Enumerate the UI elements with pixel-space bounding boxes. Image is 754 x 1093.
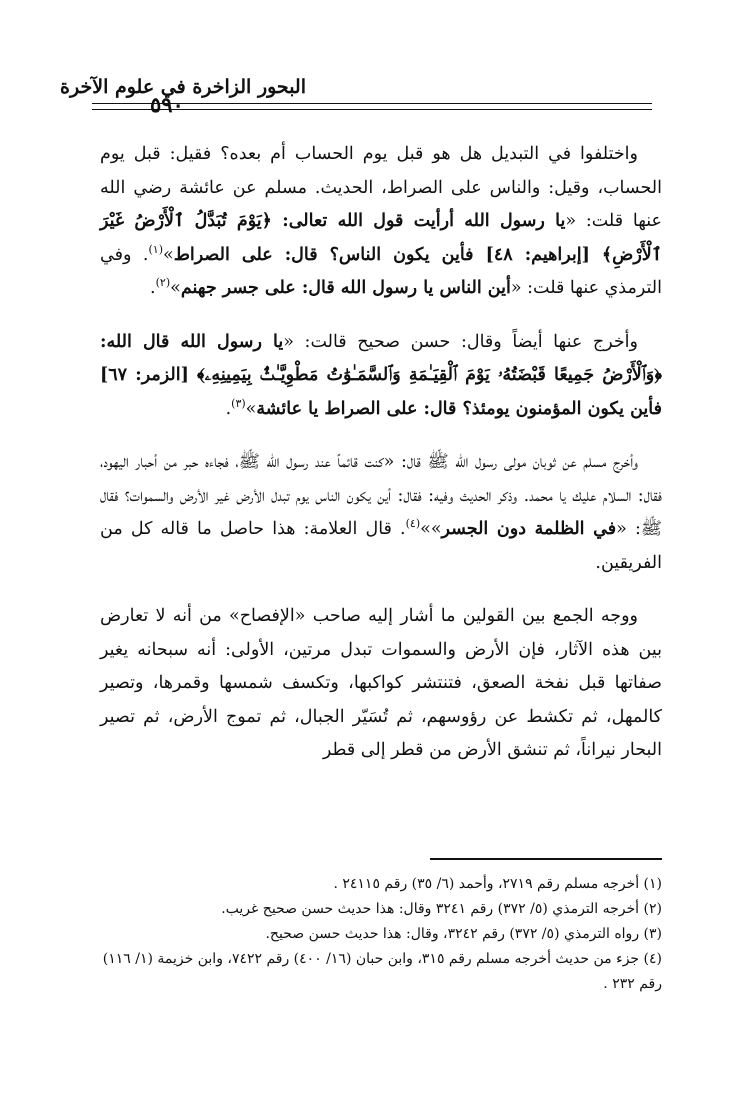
text-segment: . قال العلامة: هذا حاصل ما قاله كل من الفريقين. <box>100 519 662 573</box>
main-text <box>100 138 662 788</box>
text-segment: وأخرج عنها أيضاً وقال: حسن صحيح قالت: « <box>283 331 638 352</box>
text-segment: » <box>245 398 257 419</box>
text-segment: » <box>170 278 181 298</box>
footnote: (٤) جزء من حديث أخرجه مسلم رقم ٣١٥، وابن حبان (١٦/ ٤٠٠) رقم ٧٤٢٢، وابن خزيمة (١/ ١١٦) رقم ٢٣٢ . <box>102 951 662 992</box>
footnote-ref: (٤) <box>405 517 421 531</box>
text-segment: وأخرج مسلم عن ثوبان مولى رسول الله ﷺ قال: «كنت قائماً عند رسول الله ﷺ، فجاءه حبر من أحبار اليهود، فقال: السلام عليك يا محمد. وذكر الحديث وفيه: فقال: أين يكون الناس يوم تبدل الأرض غير الأرض والسموات؟ فقال ﷺ: « <box>100 452 662 539</box>
text-segment: » <box>163 244 174 265</box>
paragraph <box>100 600 662 768</box>
text-segment: ووجه الجمع بين القولين ما أشار إليه صاحب «الإفصاح» من أنه لا تعارض بين هذه الآثار، فإن الأرض والسموات تبدل مرتين، الأولى: أنه سبحانه يغير صفاتها قبل نفخة الصعق، فتنتشر كواكبها، وتكسف شمسها وقمرها، وتصير كالمهل، ثم تكشط عن رؤوسهم، ثم تُسَيّر الجبال، ثم تموج الأرض، ثم تصير البحار نيراناً، ثم تنشق الأرض من قطر إلى قطر <box>100 606 662 760</box>
header-rule-thin <box>92 109 652 110</box>
footnote-ref: (٢) <box>155 276 171 290</box>
page-number: ٥٩٠ <box>150 92 184 117</box>
footnote-ref: (١) <box>148 242 164 256</box>
footnotes <box>100 872 662 997</box>
footnote: (٣) رواه الترمذي (٥/ ٣٧٢) رقم ٣٢٤٢، وقال: هذا حديث حسن صحيح. <box>265 926 662 942</box>
bold-text-segment: أين الناس يا رسول الله قال: على جسر جهنم <box>180 278 511 298</box>
text-segment: . <box>225 398 232 419</box>
text-segment: واختلفوا في التبديل هل هو قبل يوم الحساب أم بعده؟ فقيل: قبل يوم الحساب، وقيل: والناس على الصراط، الحديث. مسلم عن عائشة رضي الله عنها قلت: « <box>100 144 663 231</box>
bold-text-segment: في الظلمة دون الجسر <box>441 519 617 539</box>
bold-text-segment: يا رسول الله قال الله: ﴿وَٱلْأَرْضُ جَمِيعًا قَبْضَتُهُۥ يَوْمَ ٱلْقِيَـٰمَةِ وَٱلسَّمَـٰوَٰتُ مَطْوِيَّـٰتٌۢ بِيَمِينِهِۦ﴾ [الزمر: ٦٧] فأين يكون المؤمنون يومئذ؟ قال: على الصراط يا عائشة <box>100 331 662 419</box>
text-segment: »» <box>420 519 442 539</box>
text-segment: . وفي الترمذي عنها قلت: « <box>100 244 662 298</box>
paragraph <box>100 138 662 306</box>
text-segment: . <box>150 278 156 298</box>
footnote: (١) أخرجه مسلم رقم ٢٧١٩، وأحمد (٦/ ٣٥) رقم ٢٤١١٥ . <box>333 876 662 892</box>
footnote-divider <box>430 858 662 860</box>
paragraph <box>100 326 662 427</box>
paragraph <box>100 446 662 580</box>
footnote: (٢) أخرجه الترمذي (٥/ ٣٧٢) رقم ٣٢٤١ وقال: هذا حديث حسن صحيح غريب. <box>221 901 662 917</box>
header-rule <box>92 103 652 104</box>
bold-text-segment: يا رسول الله أرأيت قول الله تعالى: ﴿يَوْمَ تُبَدَّلُ ٱلْأَرْضُ غَيْرَ ٱلْأَرْضِ﴾ [إبراهيم: ٤٨] فأين يكون الناس؟ قال: على الصراط <box>100 211 663 265</box>
running-header-title: البحور الزاخرة في علوم الآخرة <box>60 76 306 98</box>
footnote-ref: (٣) <box>231 396 246 410</box>
